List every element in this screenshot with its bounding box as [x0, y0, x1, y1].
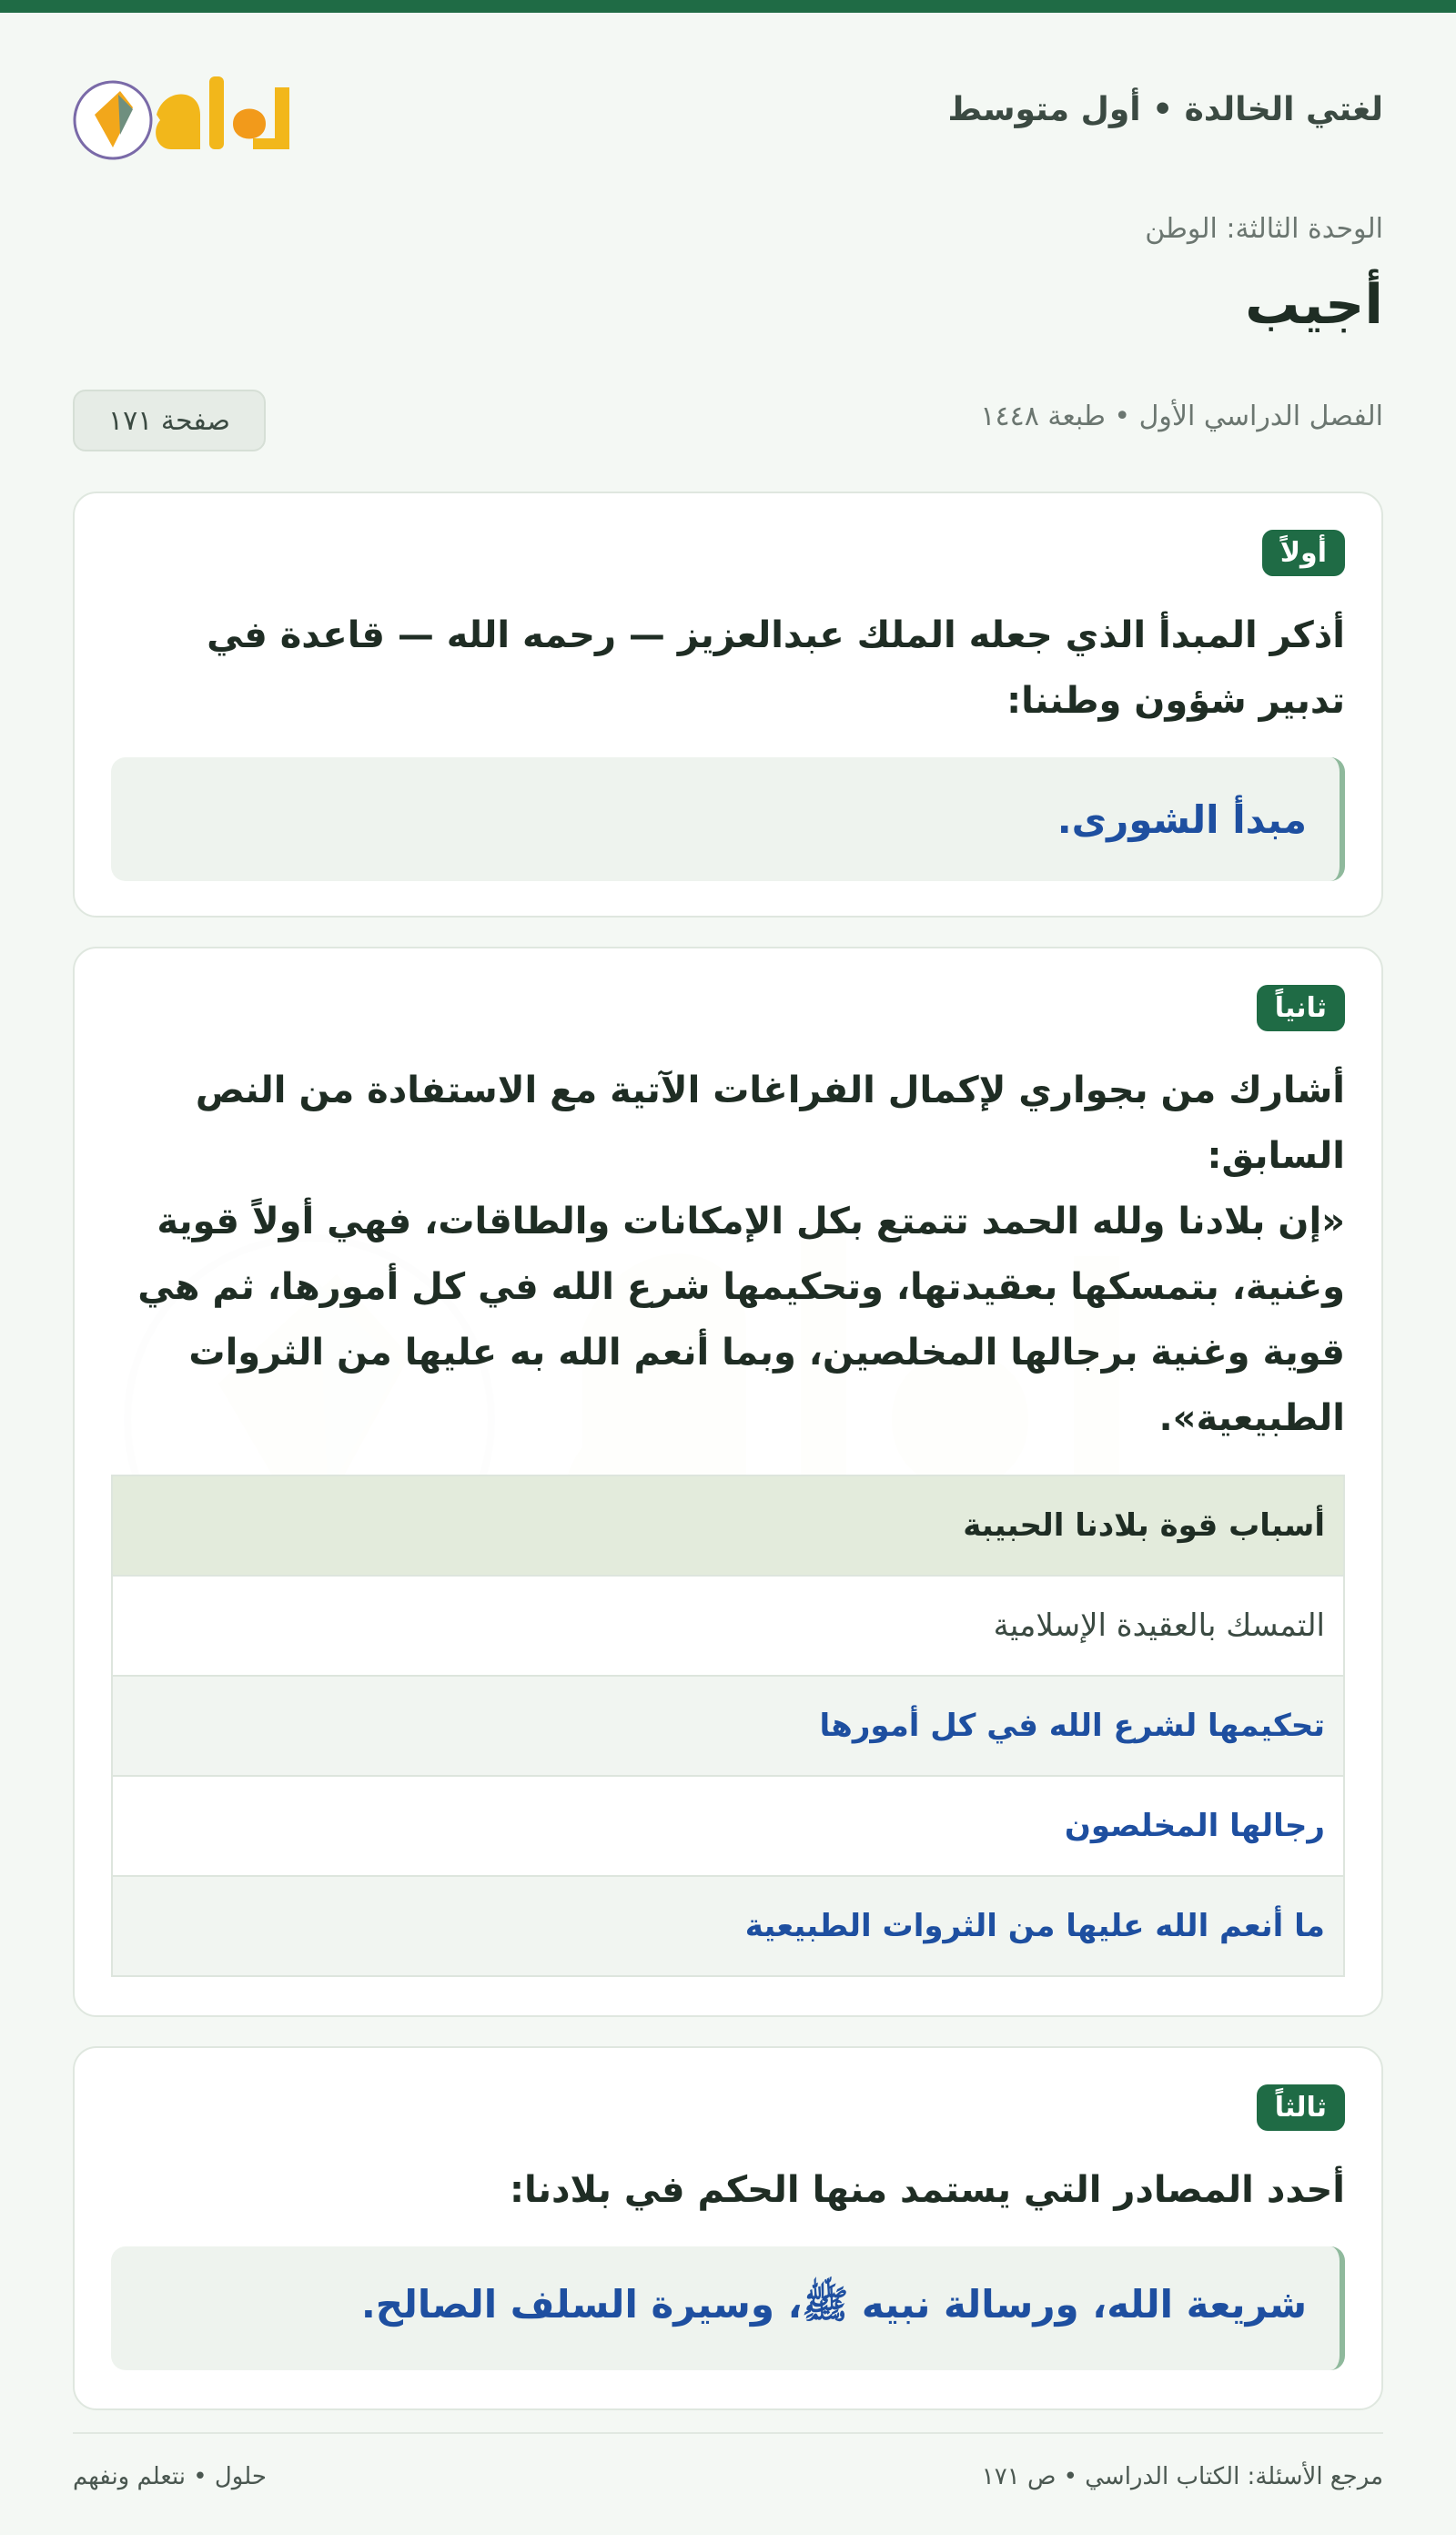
- lesson-title: أجيب: [1245, 273, 1383, 337]
- table-cell-answer: تحكيمها لشرع الله في كل أمورها: [112, 1676, 1344, 1776]
- question-text: أحدد المصادر التي يستمد منها الحكم في بلادنا:: [509, 2169, 1345, 2211]
- question-card-1: [73, 492, 1383, 918]
- footer-reference: مرجع الأسئلة: الكتاب الدراسي • ص ١٧١: [981, 2463, 1383, 2490]
- table-row: [112, 1576, 1344, 1676]
- table-header: أسباب قوة بلادنا الحبيبة: [112, 1475, 1344, 1576]
- table-row: [112, 1776, 1344, 1876]
- table-row: [112, 1676, 1344, 1776]
- question-card-3: [73, 2046, 1383, 2410]
- answer-text: شريعة الله، ورسالة نبيه ﷺ، وسيرة السلف الصالح.: [360, 2281, 1307, 2327]
- table-row: [112, 1876, 1344, 1976]
- question-text: أشارك من بجواري لإكمال الفراغات الآتية مع الاستفادة من النص السابق:: [195, 1070, 1345, 1177]
- question-text: أذكر المبدأ الذي جعله الملك عبدالعزيز — رحمه الله — قاعدة في تدبير شؤون وطننا:: [207, 614, 1345, 722]
- quoted-passage: «إن بلادنا ولله الحمد تتمتع بكل الإمكانات والطاقات، فهي أولاً قوية وغنية، بتمسكها بعقيدتها، وتحكيمها شرع الله في كل أمورها، ثم هي قوية وغنية برجالها المخلصين، وبما أنعم الله به عليها من الثروات الطبيعية».: [137, 1201, 1345, 1439]
- answer-text: مبدأ الشورى.: [1057, 796, 1307, 842]
- table-cell-answer: رجالها المخلصون: [112, 1776, 1344, 1876]
- page-header: [73, 13, 1383, 213]
- page-container: [73, 13, 1383, 2439]
- page-footer: [73, 2432, 1383, 2507]
- table-cell-answer: ما أنعم الله عليها من الثروات الطبيعية: [112, 1876, 1344, 1976]
- question-tag: أولاً: [1262, 530, 1345, 576]
- table-cell: التمسك بالعقيدة الإسلامية: [112, 1576, 1344, 1676]
- question-card-2: [73, 947, 1383, 2017]
- hulul-logo[interactable]: [73, 60, 328, 169]
- answer-box: [111, 757, 1345, 881]
- question-tag: ثانياً: [1257, 985, 1345, 1031]
- question-tag: ثالثاً: [1257, 2084, 1345, 2131]
- footer-brand[interactable]: حلول • نتعلم ونفهم: [73, 2463, 267, 2490]
- page-number-badge: صفحة ١٧١: [73, 390, 266, 451]
- top-accent-bar: [0, 0, 1456, 13]
- book-title: لغتي الخالدة • أول متوسط: [947, 91, 1383, 128]
- answer-box: [111, 2246, 1345, 2370]
- unit-label: الوحدة الثالثة: الوطن: [1145, 213, 1383, 245]
- lesson-meta: [73, 213, 1383, 492]
- semester-label: الفصل الدراسي الأول • طبعة ١٤٤٨: [980, 401, 1383, 432]
- causes-table: [111, 1475, 1345, 1977]
